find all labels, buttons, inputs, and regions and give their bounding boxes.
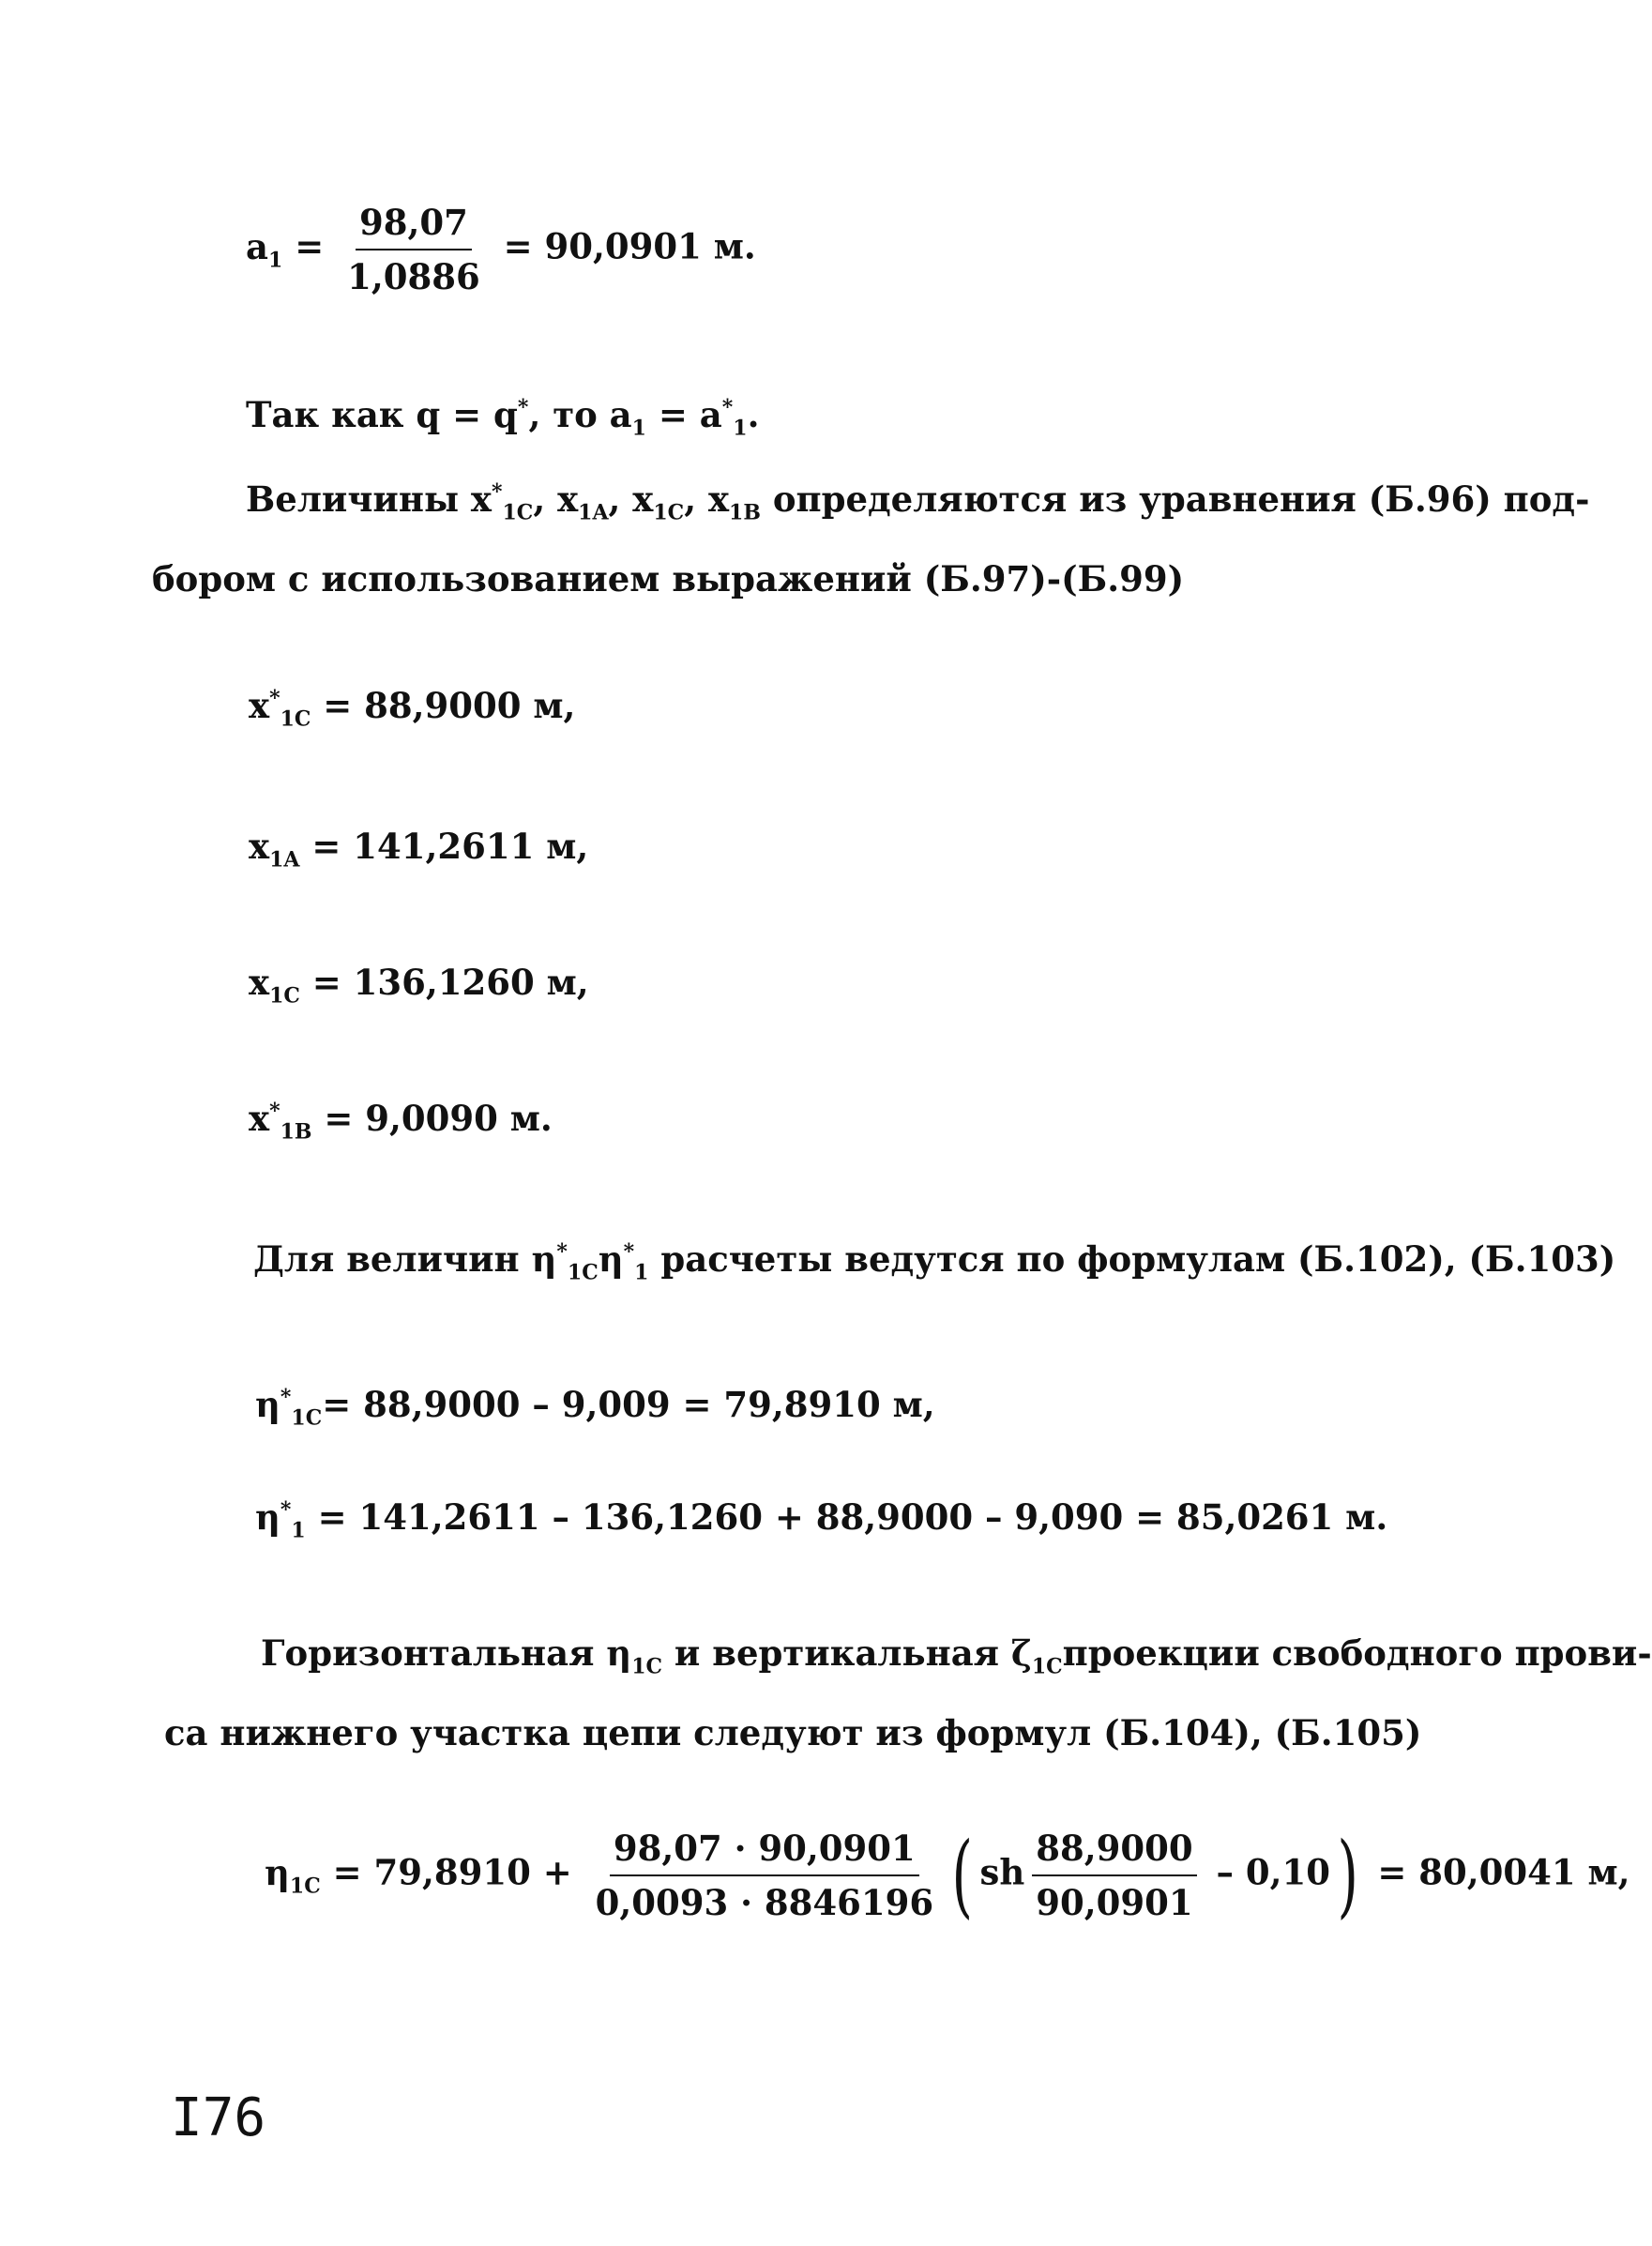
page-number: I76 <box>171 2087 266 2148</box>
eq-rhs: = 90,0901 м. <box>503 225 756 267</box>
value-x1b-star: $x^*_{1B} = 9,0090$ м. <box>249 1098 553 1145</box>
paragraph-projections-line2: са нижнего участка цепи следуют из формул (Б.104), (Б.105) <box>164 1712 1422 1753</box>
eq-lhs: $a_1$ <box>246 225 283 272</box>
paragraph-variables: Величины $x^*_{1C}$, $x_{1A}$, $x_{1C}$, $x_{1B}$ определяются из уравнения (Б.96) под- <box>246 478 1590 525</box>
equation-a1 <box>246 202 756 297</box>
value-x1c-star: $x^*_{1C} = 88,9000$ м, <box>249 685 576 732</box>
paragraph-projections: Горизонтальная $\eta_{1C}$ и вертикальная $\zeta_{1C}проекции$ свободного прови- <box>261 1632 1652 1679</box>
equation-eta1: $\eta^*_1 = 141,2611 - 136,1260 + 88,9000 - 9,090 = 85,0261$ м. <box>255 1496 1388 1543</box>
value-x1c: $x_{1C} = 136,1260$ м, <box>249 962 589 1009</box>
denominator: 0,0093 · 8846196 <box>595 1882 934 1923</box>
eq-lhs: $\eta_{1C}$ <box>265 1851 321 1898</box>
numerator: 88,9000 <box>1032 1828 1196 1876</box>
fraction-main <box>592 1828 937 1923</box>
equation-eta1c-final: $\eta_{1C} = 79,8910$ + $\frac{98,07 \cdot 90,0901}{0,0093 \cdot 8846196}$ ( sh $\frac{88,9000}{90,0901}$ – 0,10) = 80,0041 м, <box>265 1823 1630 1928</box>
paren-open: ( <box>951 1823 974 1928</box>
eq-sign: = <box>295 225 325 267</box>
paragraph-variables-line2: бором с использованием выражений (Б.97)-(Б.99) <box>152 558 1185 599</box>
fraction <box>343 202 484 297</box>
sh-function: sh <box>979 1851 1025 1893</box>
paren-close: ) <box>1337 1823 1358 1928</box>
equation-eta1c: $\eta^*_{1C}= 88,9000 - 9,009 = 79,8910$ м, <box>255 1384 935 1431</box>
numerator: 98,07 <box>356 202 472 250</box>
denominator: 90,0901 <box>1036 1882 1193 1923</box>
paragraph-eta: Для величин $\eta^*_{1C}\eta^*_1$ расчеты ведутся по формулам (Б.102), (Б.103) <box>253 1238 1616 1285</box>
eq-rhs: = 80,0041 м, <box>1377 1851 1630 1893</box>
fraction-sh <box>1032 1828 1196 1923</box>
numerator: 98,07 · 90,0901 <box>610 1828 919 1876</box>
denominator: 1,0886 <box>347 256 480 297</box>
text-line-q: Так как q = q*, то $a_1 = a^*_1$. <box>246 394 760 441</box>
value-x1a: $x_{1A} = 141,2611$ м, <box>249 826 589 873</box>
